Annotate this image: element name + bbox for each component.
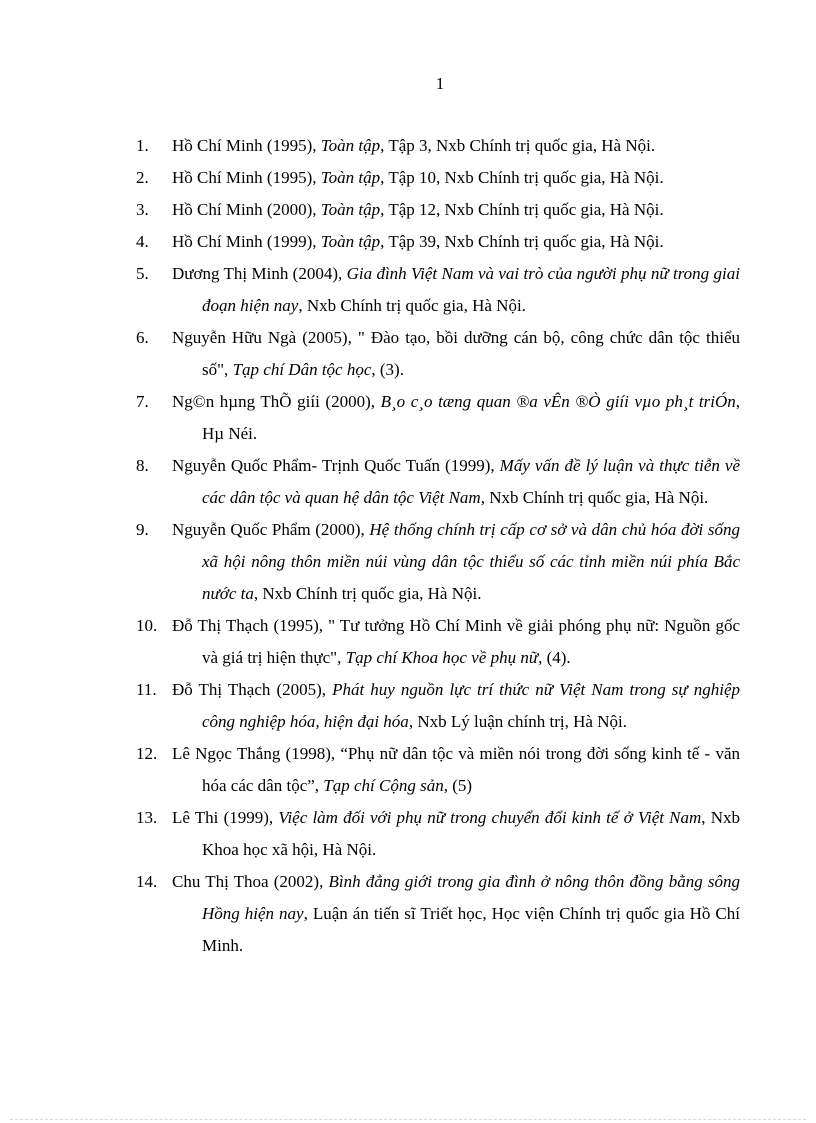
reference-number: 8. (136, 456, 149, 475)
reference-text: Hồ Chí Minh (1995), (172, 168, 321, 187)
reference-text: , Nxb Chính trị quốc gia, Hà Nội. (253, 584, 482, 603)
reference-text: Nguyễn Quốc Phẩm- Trịnh Quốc Tuấn (1999), (172, 456, 500, 475)
reference-text: , Hµ Néi. (202, 392, 740, 443)
reference-text: , Tập 10, Nxb Chính trị quốc gia, Hà Nội. (380, 168, 664, 187)
reference-number: 7. (136, 392, 149, 411)
reference-title: Mấy vấn đề lý luận và thực tiễn về các dân tộc và quan hệ dân tộc Việt Nam, (202, 456, 740, 507)
reference-number: 4. (136, 232, 149, 251)
reference-text: Lê Ngọc Thắng (1998), “Phụ nữ dân tộc và miền nói trong đời sống kinh tế - văn hóa các dân tộc”, (172, 744, 740, 795)
reference-text: , Tập 39, Nxb Chính trị quốc gia, Hà Nội. (380, 232, 664, 251)
reference-text: Hồ Chí Minh (1999), (172, 232, 321, 251)
reference-number: 9. (136, 520, 149, 539)
reference-text: Dương Thị Minh (2004), (172, 264, 347, 283)
reference-text: Nguyễn Hữu Ngà (2005), " Đào tạo, bồi dưỡng cán bộ, công chức dân tộc thiểu số", (172, 328, 740, 379)
reference-text: Nxb Chính trị quốc gia, Hà Nội. (484, 488, 709, 507)
reference-number: 12. (136, 744, 158, 763)
reference-text: , (4). (538, 648, 571, 667)
reference-title: Việc làm đối với phụ nữ trong chuyển đổi kinh tế ở Việt Nam (278, 808, 702, 827)
reference-item (136, 674, 740, 738)
reference-title: Tạp chí Cộng sản, (323, 776, 448, 795)
reference-title: Tạp chí Dân tộc học (232, 360, 372, 379)
reference-number: 13. (136, 808, 158, 827)
reference-item (136, 162, 740, 194)
reference-title: B¸o c¸o tæng quan ®a vÊn ®Ò giíi vµo ph¸t triÓn (380, 392, 736, 411)
reference-text: , (3). (371, 360, 404, 379)
reference-item (136, 130, 740, 162)
reference-title: Gia đình Việt Nam và vai trò của người phụ nữ trong giai đoạn hiện nay (202, 264, 740, 315)
reference-item (136, 514, 740, 610)
reference-text: , Tập 3, Nxb Chính trị quốc gia, Hà Nội. (380, 136, 656, 155)
reference-item (136, 866, 740, 962)
reference-title: Hệ thống chính trị cấp cơ sở và dân chủ hóa đời sống xã hội nông thôn miền núi vùng dân tộc thiểu số các tỉnh miền núi phía Bắc nước ta (202, 520, 740, 603)
reference-number: 6. (136, 328, 149, 347)
reference-title: Toàn tập (320, 168, 381, 187)
reference-text: , Tập 12, Nxb Chính trị quốc gia, Hà Nội. (380, 200, 664, 219)
reference-title: Toàn tập (320, 200, 381, 219)
reference-text: Nguyễn Quốc Phẩm (2000), (172, 520, 370, 539)
reference-text: , Nxb Chính trị quốc gia, Hà Nội. (298, 296, 526, 315)
reference-text: , Luận án tiến sĩ Triết học, Học viện Chính trị quốc gia Hồ Chí Minh. (202, 904, 740, 955)
reference-text: (5) (447, 776, 473, 795)
reference-item (136, 322, 740, 386)
page-number: 1 (435, 74, 445, 93)
reference-number: 10. (136, 616, 158, 635)
reference-title: Phát huy nguồn lực trí thức nữ Việt Nam trong sự nghiệp công nghiệp hóa, hiện đại hóa (202, 680, 740, 731)
page-bottom-divider (10, 1119, 806, 1120)
reference-text: , Nxb Lý luận chính trị, Hà Nội. (408, 712, 627, 731)
reference-number: 1. (136, 136, 149, 155)
reference-text: , Nxb Khoa học xã hội, Hà Nội. (202, 808, 740, 859)
reference-item (136, 194, 740, 226)
reference-item (136, 802, 740, 866)
reference-item (136, 450, 740, 514)
reference-title: Toàn tập (320, 232, 381, 251)
reference-item (136, 386, 740, 450)
reference-text: Đỗ Thị Thạch (1995), " Tư tưởng Hồ Chí Minh về giải phóng phụ nữ: Nguồn gốc và giá trị hiện thực", (172, 616, 740, 667)
reference-title: Toàn tập (320, 136, 381, 155)
reference-text: Chu Thị Thoa (2002), (172, 872, 329, 891)
reference-text: Hồ Chí Minh (1995), (172, 136, 321, 155)
reference-title: Tạp chí Khoa học về phụ nữ (345, 648, 539, 667)
reference-item (136, 738, 740, 802)
reference-text: Ng©n hµng ThÕ giíi (2000), (172, 392, 381, 411)
reference-number: 3. (136, 200, 149, 219)
reference-title: Bình đẳng giới trong gia đình ở nông thôn đồng bằng sông Hồng hiện nay (202, 872, 740, 923)
reference-text: Đỗ Thị Thạch (2005), (172, 680, 333, 699)
reference-number: 5. (136, 264, 149, 283)
reference-text: Lê Thi (1999), (172, 808, 279, 827)
reference-text: Hồ Chí Minh (2000), (172, 200, 321, 219)
reference-number: 11. (136, 680, 157, 699)
reference-item (136, 258, 740, 322)
reference-list (136, 130, 740, 962)
reference-number: 2. (136, 168, 149, 187)
reference-number: 14. (136, 872, 158, 891)
reference-item (136, 226, 740, 258)
reference-item (136, 610, 740, 674)
